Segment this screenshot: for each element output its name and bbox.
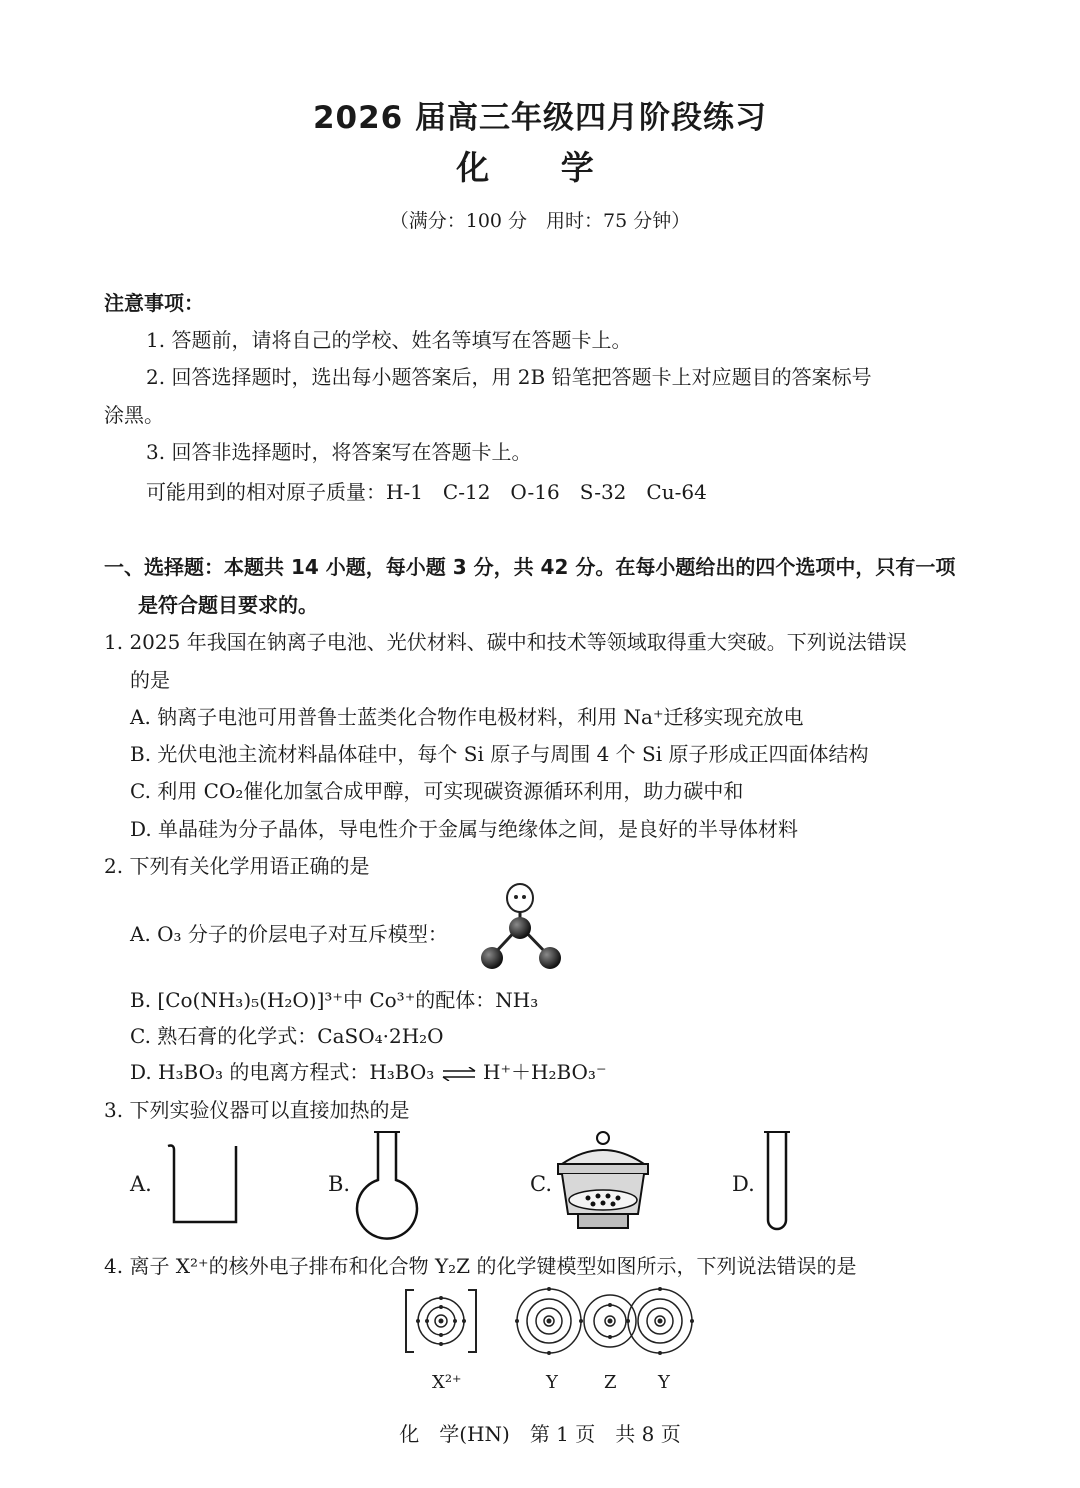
beaker-icon <box>164 1140 244 1228</box>
electron-configuration-diagram <box>396 1286 716 1366</box>
section-1-heading: 一、选择题：本题共 14 小题，每小题 3 分，共 42 分。在每小题给出的四个选项中，只有一项 <box>104 555 956 579</box>
test-tube-icon <box>760 1128 794 1236</box>
notice-heading: 注意事项： <box>104 291 204 315</box>
q3-option-a-label: A. <box>130 1172 152 1196</box>
page-footer: 化 学(HN) 第 1 页 共 8 页 <box>399 1422 681 1446</box>
subject-title: 化 学 <box>456 148 624 187</box>
q1-option-b: B. 光伏电池主流材料晶体硅中，每个 Si 原子与周围 4 个 Si 原子形成正四面体结构 <box>130 742 869 766</box>
q1-stem: 1. 2025 年我国在钠离子电池、光伏材料、碳中和技术等领域取得重大突破。下列说法错误 <box>104 630 907 654</box>
q3-stem: 3. 下列实验仪器可以直接加热的是 <box>104 1098 410 1122</box>
label-z: Z <box>604 1372 617 1393</box>
q3-option-c-label: C. <box>530 1172 552 1196</box>
q1-option-d: D. 单晶硅为分子晶体，导电性介于金属与绝缘体之间，是良好的半导体材料 <box>130 817 799 841</box>
exam-info: （满分：100 分 用时：75 分钟） <box>389 210 691 232</box>
q2-option-d-left: D. H₃BO₃ 的电离方程式：H₃BO₃ <box>130 1060 435 1084</box>
q2-option-d <box>130 1056 607 1085</box>
notice-item-1: 1. 答题前，请将自己的学校、姓名等填写在答题卡上。 <box>146 328 632 352</box>
notice-item-2-cont: 涂黑。 <box>104 403 164 427</box>
q3-option-d-label: D. <box>732 1172 755 1196</box>
section-1-heading-cont: 是符合题目要求的。 <box>138 593 318 617</box>
round-bottom-flask-icon <box>354 1128 426 1244</box>
q2-option-a: A. O₃ 分子的价层电子对互斥模型： <box>130 922 448 946</box>
equilibrium-arrow-icon <box>441 1067 477 1081</box>
exam-title: 2026 届高三年级四月阶段练习 <box>312 100 768 136</box>
q2-option-d-right: H⁺＋H₂BO₃⁻ <box>483 1060 607 1084</box>
notice-item-2: 2. 回答选择题时，选出每小题答案后，用 2B 铅笔把答题卡上对应题目的答案标号 <box>146 365 872 389</box>
label-y-left: Y <box>546 1372 558 1393</box>
q2-option-c: C. 熟石膏的化学式：CaSO₄·2H₂O <box>130 1024 444 1048</box>
q3-option-b-label: B. <box>328 1172 351 1196</box>
atomic-mass: 可能用到的相对原子质量：H-1 C-12 O-16 S-32 Cu-64 <box>146 480 707 504</box>
q1-stem-cont: 的是 <box>130 668 170 692</box>
q4-stem: 4. 离子 X²⁺的核外电子排布和化合物 Y₂Z 的化学键模型如图所示，下列说法错误的是 <box>104 1254 857 1278</box>
desiccator-icon <box>548 1130 658 1236</box>
notice-item-3: 3. 回答非选择题时，将答案写在答题卡上。 <box>146 440 532 464</box>
q2-option-b: B. [Co(NH₃)₅(H₂O)]³⁺中 Co³⁺的配体：NH₃ <box>130 988 539 1012</box>
label-y-right: Y <box>658 1372 670 1393</box>
o3-vsepr-model-icon <box>470 882 570 974</box>
q1-option-c: C. 利用 CO₂催化加氢合成甲醇，可实现碳资源循环利用，助力碳中和 <box>130 779 744 803</box>
q1-option-a: A. 钠离子电池可用普鲁士蓝类化合物作电极材料，利用 Na⁺迁移实现充放电 <box>130 705 804 729</box>
label-x2plus: X²⁺ <box>432 1372 462 1393</box>
q2-stem: 2. 下列有关化学用语正确的是 <box>104 854 370 878</box>
